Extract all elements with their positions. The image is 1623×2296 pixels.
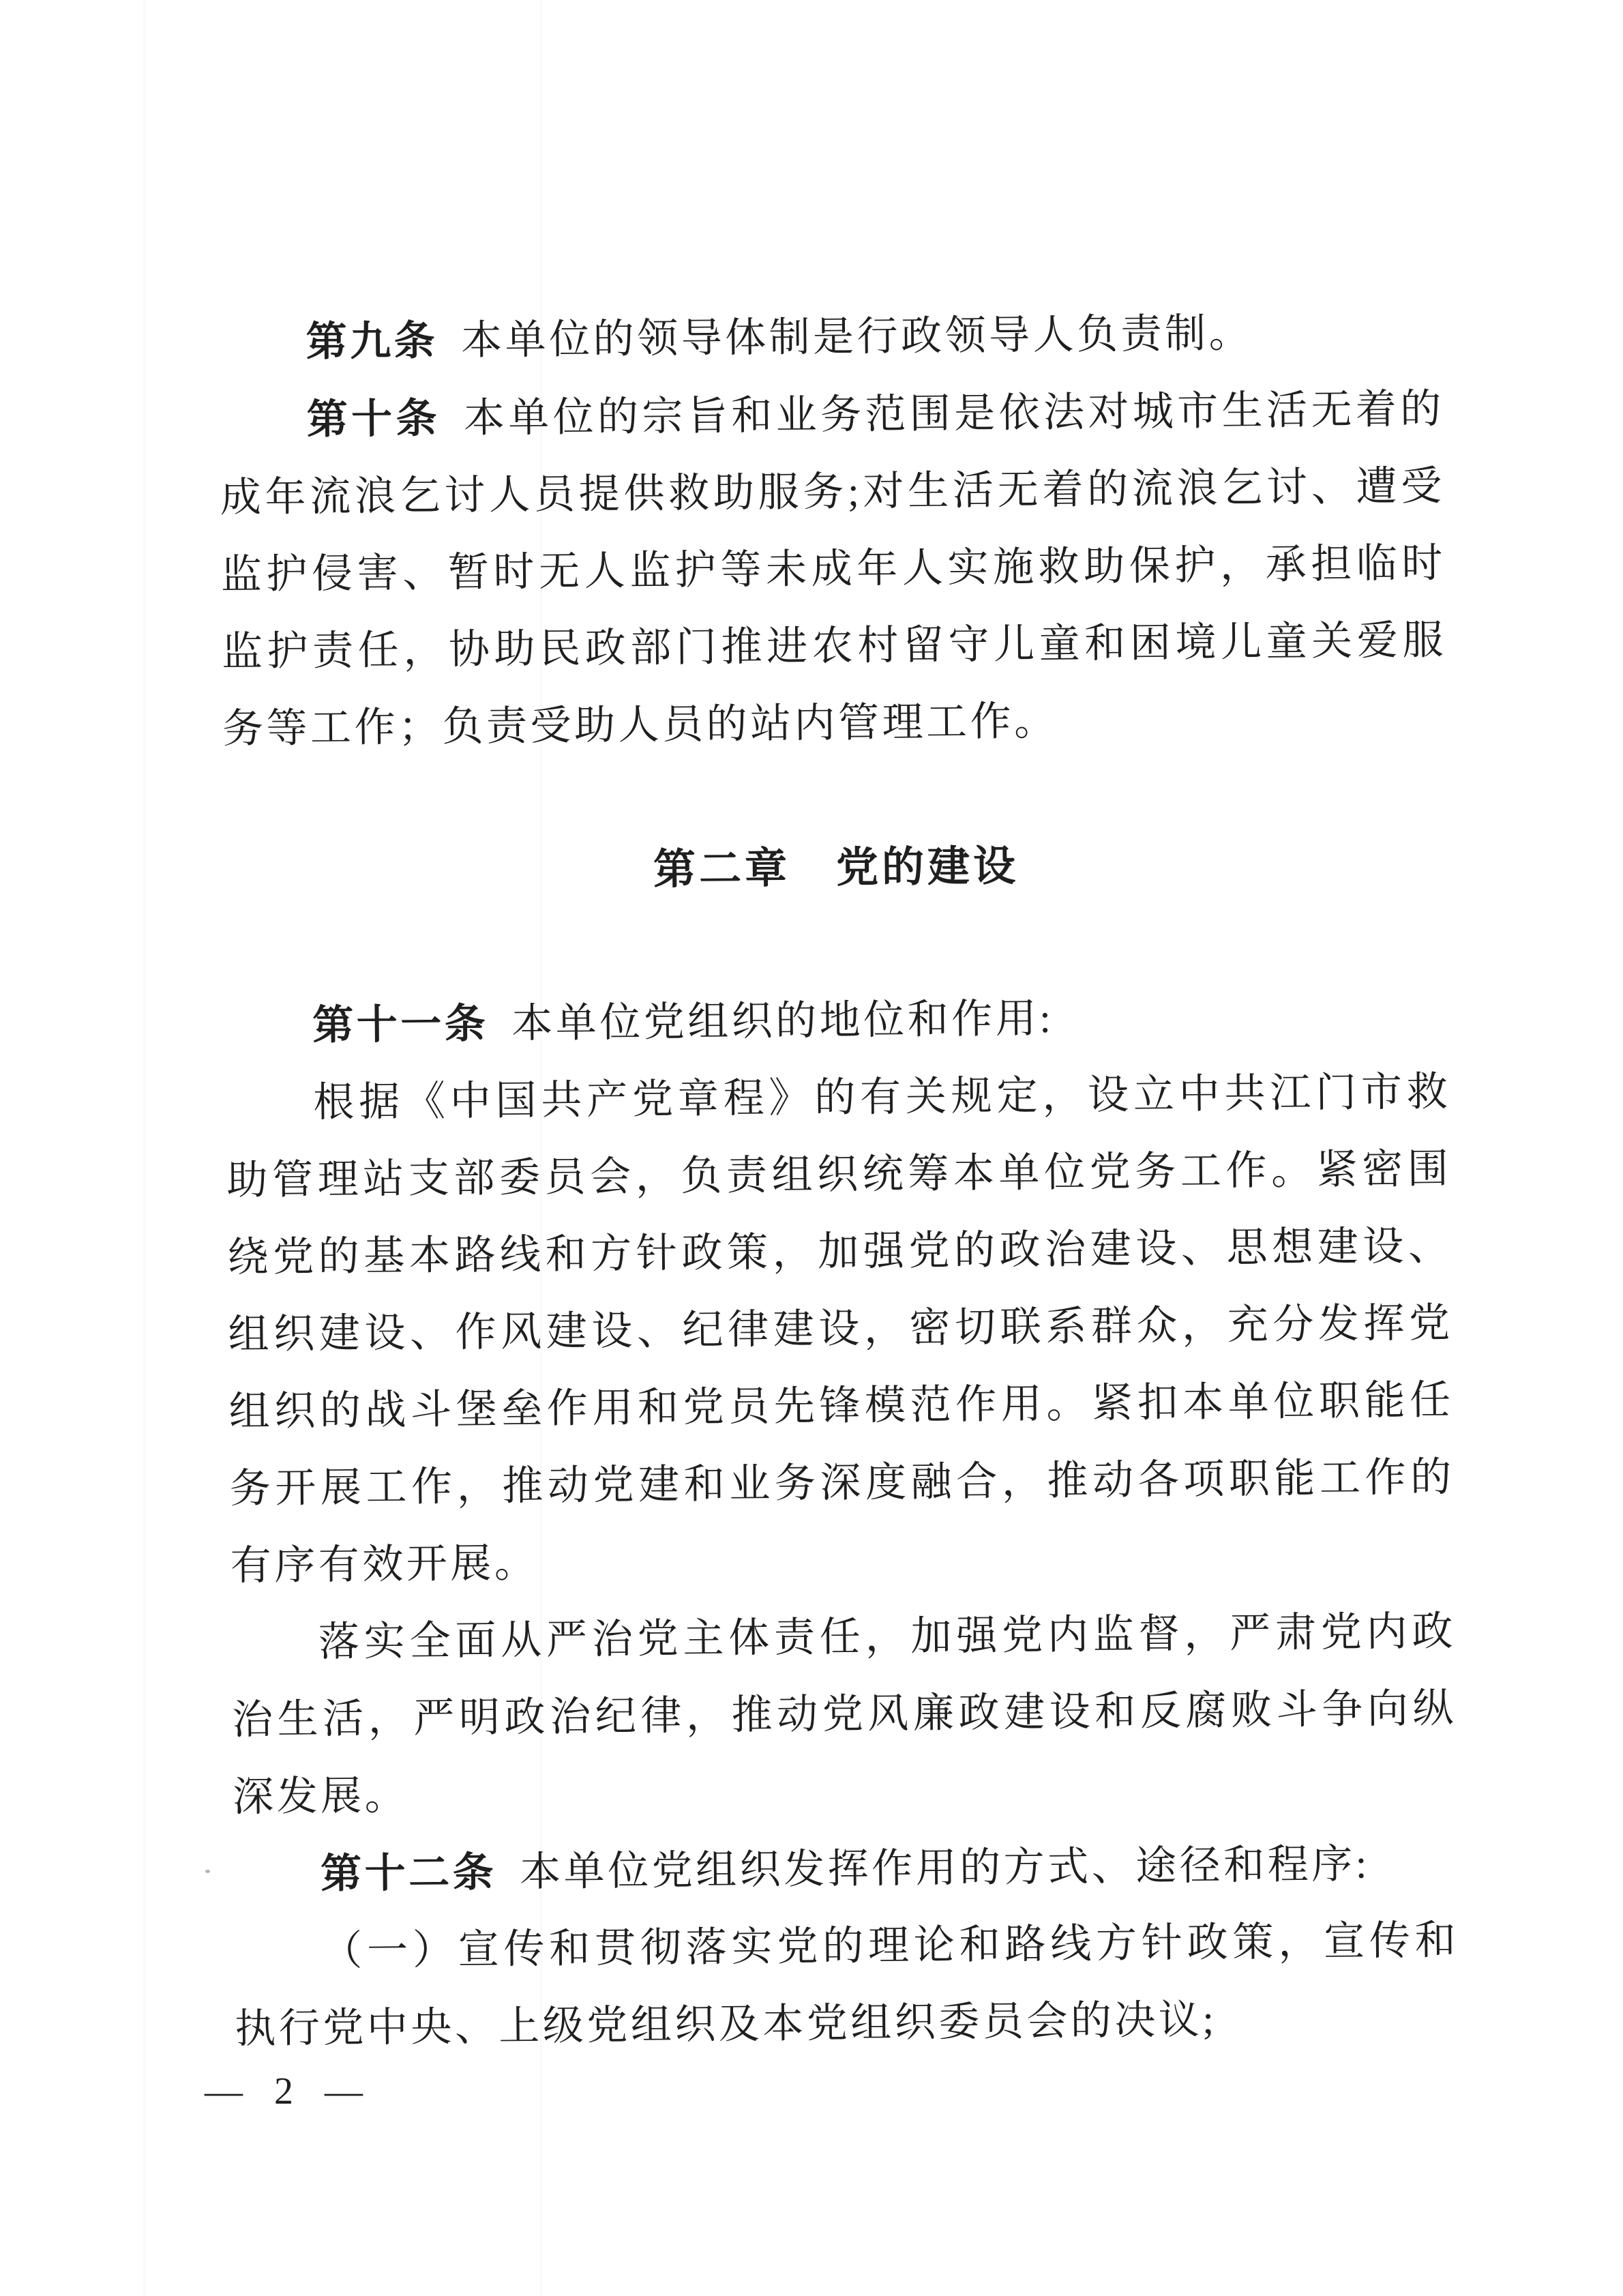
article-11-paragraph [225, 975, 1450, 1065]
document-content [218, 292, 1460, 2067]
article-10-paragraph [219, 370, 1447, 767]
article-9-text: 本单位的领导体制是行政领导人负责制。 [460, 310, 1253, 364]
article-9-paragraph [218, 292, 1444, 381]
chapter-2-heading: 第二章 党的建设 [653, 842, 1019, 894]
article-12-label: 第十二条 [320, 1849, 497, 1897]
article-11-label: 第十一条 [312, 1000, 489, 1048]
article-11-text: 本单位党组织的地位和作用: [511, 995, 1054, 1046]
article-12-paragraph [233, 1824, 1459, 1913]
item-1-paragraph: （一）宣传和贯彻落实党的理论和路线方针政策，宣传和执行党中央、上级党组织及本党组织委员会的决议; [235, 1917, 1459, 2052]
party-discipline-paragraph: 落实全面从严治党主体责任，加强党内监督，严肃党内政治生活，严明政治纪律，推动党风廉政建设和反腐败斗争向纵深发展。 [231, 1608, 1457, 1820]
article-12-text: 本单位党组织发挥作用的方式、途径和程序: [519, 1841, 1371, 1895]
scan-artifact-band [143, 0, 145, 2296]
party-organization-paragraph: 根据《中国共产党章程》的有关规定，设立中共江门市救助管理站支部委员会，负责组织统筹本单位党务工作。紧密围绕党的基本路线和方针政策，加强党的政治建设、思想建设、组织建设、作风建设、纪律建设，密切联系群众，充分发挥党组织的战斗堡垒作用和党员先锋模范作用。紧扣本单位职能任务开展工作，推动党建和业务深度融合，推动各项职能工作的有序有效开展。 [226, 1069, 1455, 1589]
article-9-label: 第九条 [306, 317, 438, 365]
page-number: — 2 — [205, 2070, 368, 2113]
article-10-label: 第十条 [306, 395, 441, 443]
article-10-text: 本单位的宗旨和业务范围是依法对城市生活无着的成年流浪乞讨人员提供救助服务;对生活无着的流浪乞讨、遭受监护侵害、暂时无人监护等未成年人实施救助保护，承担临时监护责任，协助民政部门推进农村留守儿童和困境儿童关爱服务等工作；负责受助人员的站内管理工作。 [220, 386, 1447, 752]
scan-speck [205, 1870, 210, 1873]
